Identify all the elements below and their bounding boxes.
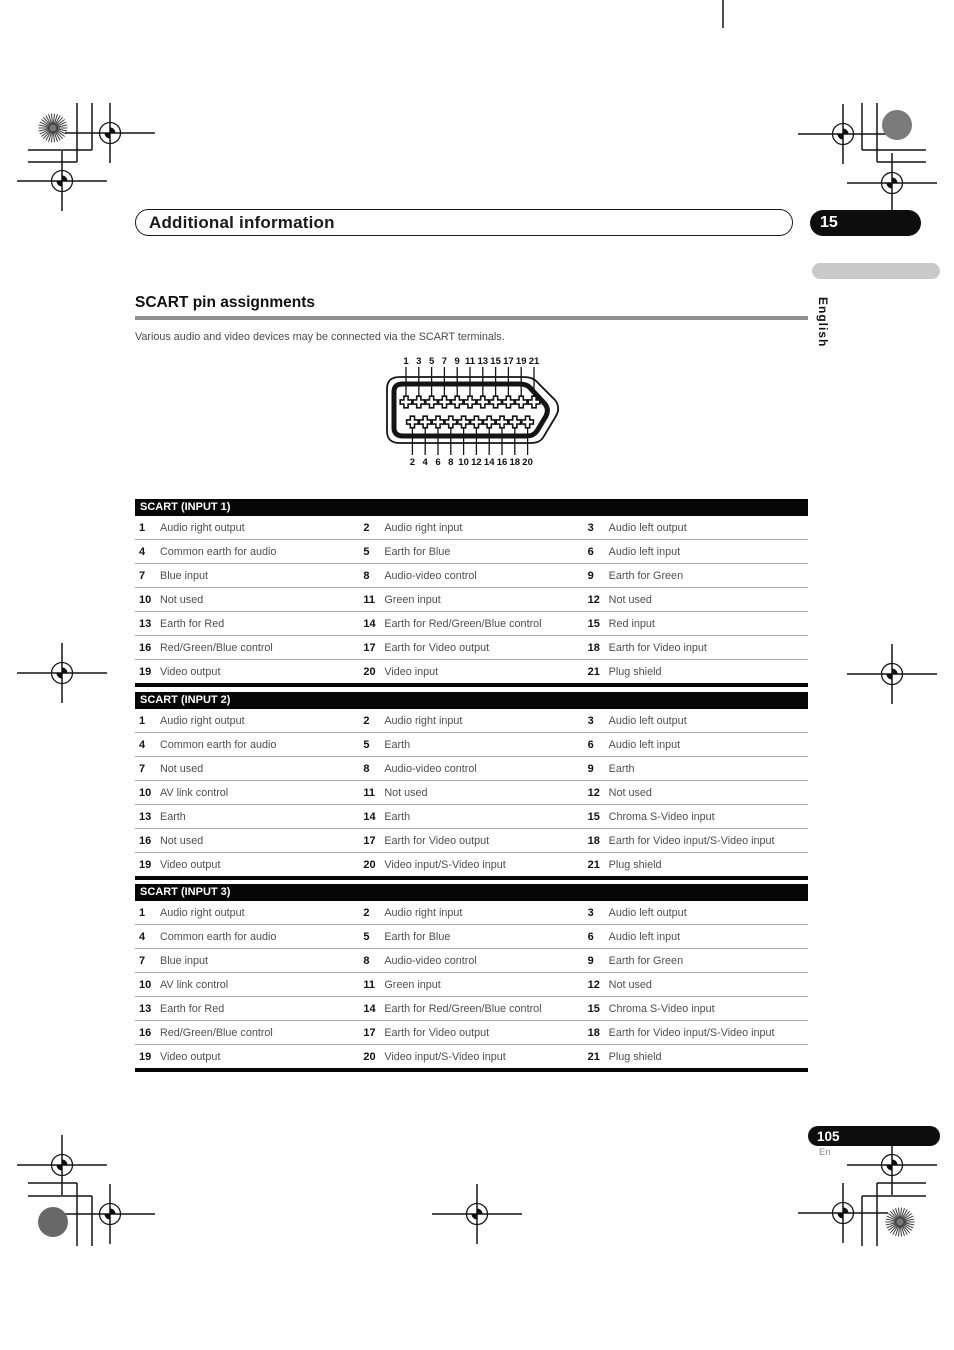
pin-cell xyxy=(359,853,583,876)
pin-number: 5 xyxy=(363,545,370,558)
pin-description: Not used xyxy=(608,593,652,606)
svg-text:21: 21 xyxy=(528,356,540,367)
registration-crosshair-mark xyxy=(17,643,107,703)
pin-cell xyxy=(359,973,583,996)
registration-crosshair-mark xyxy=(17,151,107,211)
pin-cell xyxy=(135,997,359,1020)
pin-number: 10 xyxy=(139,593,152,606)
pin-row xyxy=(135,997,808,1021)
registration-crosshair-mark xyxy=(65,103,155,163)
pin-number: 12 xyxy=(587,978,600,991)
pin-description: Video output xyxy=(160,665,221,678)
pin-number: 10 xyxy=(139,786,152,799)
svg-text:19: 19 xyxy=(515,356,527,367)
pin-cell xyxy=(359,829,583,852)
pin-cell xyxy=(584,516,808,539)
pin-cell xyxy=(584,1045,808,1068)
pin-cell xyxy=(359,781,583,804)
pin-cell xyxy=(584,853,808,876)
pin-cell xyxy=(584,901,808,924)
pin-cell xyxy=(135,636,359,659)
pin-description: Audio left input xyxy=(608,545,681,558)
pin-description: AV link control xyxy=(160,786,229,799)
pin-cell xyxy=(359,709,583,732)
pin-number: 6 xyxy=(587,930,594,943)
pinwheel-registration-mark xyxy=(886,1208,915,1237)
pin-row xyxy=(135,636,808,660)
pin-number: 17 xyxy=(363,1026,376,1039)
pin-cell xyxy=(584,781,808,804)
pin-description: Earth xyxy=(608,762,635,775)
pin-number: 2 xyxy=(363,714,370,727)
pin-number: 11 xyxy=(363,593,375,606)
pin-description: Red input xyxy=(608,617,655,630)
pin-description: Earth for Green xyxy=(608,569,684,582)
pin-cell xyxy=(135,949,359,972)
pin-description: Chroma S-Video input xyxy=(608,810,715,823)
pin-cell xyxy=(135,612,359,635)
halftone-dot-mark xyxy=(38,1207,68,1237)
pin-cell xyxy=(584,660,808,683)
registration-crosshair-mark xyxy=(847,644,937,704)
pin-description: Earth for Blue xyxy=(384,545,451,558)
pin-number: 15 xyxy=(587,1002,600,1015)
pin-number: 16 xyxy=(139,1026,152,1039)
pin-number: 18 xyxy=(587,641,600,654)
pin-cell xyxy=(135,564,359,587)
pin-number: 6 xyxy=(587,545,594,558)
svg-text:9: 9 xyxy=(454,356,460,367)
pin-number: 21 xyxy=(587,1050,600,1063)
pin-description: Audio left input xyxy=(608,738,681,751)
pin-cell xyxy=(584,564,808,587)
pin-description: Earth for Video input/S-Video input xyxy=(608,834,775,847)
pin-number: 16 xyxy=(139,834,152,847)
section-underline xyxy=(135,316,808,320)
pin-number: 2 xyxy=(363,906,370,919)
pin-number: 20 xyxy=(363,665,376,678)
pin-cell xyxy=(359,997,583,1020)
chapter-header xyxy=(135,209,793,236)
language-label: English xyxy=(816,297,830,348)
pin-cell xyxy=(584,588,808,611)
pin-table xyxy=(135,692,808,880)
pin-description: Audio left output xyxy=(608,521,687,534)
pin-row xyxy=(135,757,808,781)
pin-description: Earth for Video output xyxy=(384,641,490,654)
pin-row xyxy=(135,709,808,733)
pin-number: 20 xyxy=(363,858,376,871)
pin-row xyxy=(135,564,808,588)
pin-description: Earth for Green xyxy=(608,954,684,967)
registration-crosshair-mark xyxy=(847,153,937,213)
pin-cell xyxy=(584,636,808,659)
pin-number: 19 xyxy=(139,858,152,871)
pin-cell xyxy=(359,588,583,611)
table-title-bar: SCART (INPUT 2) xyxy=(135,692,808,709)
pin-row xyxy=(135,612,808,636)
pin-description: Blue input xyxy=(160,569,209,582)
pin-row xyxy=(135,805,808,829)
pin-number: 7 xyxy=(139,569,146,582)
pin-number: 9 xyxy=(587,569,594,582)
pin-row xyxy=(135,516,808,540)
pin-row xyxy=(135,925,808,949)
pin-cell xyxy=(135,660,359,683)
pin-description: Not used xyxy=(160,834,204,847)
pin-number: 14 xyxy=(363,810,376,823)
pin-number: 9 xyxy=(587,954,594,967)
pin-number: 13 xyxy=(139,1002,152,1015)
pin-description: Video output xyxy=(160,858,221,871)
pin-number: 17 xyxy=(363,834,376,847)
pin-description: Audio-video control xyxy=(384,762,477,775)
table-title-bar: SCART (INPUT 1) xyxy=(135,499,808,516)
pin-cell xyxy=(135,1021,359,1044)
pin-cell xyxy=(135,540,359,563)
pin-description: Earth for Video input xyxy=(608,641,707,654)
pin-description: Audio right output xyxy=(160,906,245,919)
pin-row xyxy=(135,901,808,925)
pin-cell xyxy=(584,540,808,563)
pin-row xyxy=(135,1021,808,1045)
pin-number: 15 xyxy=(587,810,600,823)
pin-cell xyxy=(359,564,583,587)
pin-row xyxy=(135,733,808,757)
pin-row xyxy=(135,1045,808,1068)
pin-cell xyxy=(584,757,808,780)
pin-number: 13 xyxy=(139,617,152,630)
pin-number: 15 xyxy=(587,617,600,630)
svg-text:15: 15 xyxy=(490,356,501,367)
pin-cell xyxy=(135,829,359,852)
section-title: SCART pin assignments xyxy=(135,294,315,311)
pin-cell xyxy=(359,949,583,972)
pin-cell xyxy=(584,612,808,635)
svg-text:18: 18 xyxy=(509,457,521,468)
pin-cell xyxy=(584,709,808,732)
svg-text:17: 17 xyxy=(503,356,514,367)
pin-number: 1 xyxy=(139,714,146,727)
pin-description: Earth xyxy=(384,810,411,823)
pin-cell xyxy=(584,925,808,948)
pin-description: Not used xyxy=(384,786,428,799)
pin-number: 20 xyxy=(363,1050,376,1063)
pin-number: 21 xyxy=(587,665,600,678)
pin-number: 19 xyxy=(139,1050,152,1063)
pin-table xyxy=(135,499,808,687)
registration-crosshair-mark xyxy=(798,104,888,164)
pin-number: 10 xyxy=(139,978,152,991)
scart-connector-ring xyxy=(394,384,547,436)
intro-text: Various audio and video devices may be connected via the SCART terminals. xyxy=(135,331,505,343)
pin-number: 4 xyxy=(139,738,146,751)
svg-text:2: 2 xyxy=(409,457,416,468)
pin-cell xyxy=(359,733,583,756)
pin-cell xyxy=(584,949,808,972)
pin-description: Video input/S-Video input xyxy=(384,1050,506,1063)
pin-number: 17 xyxy=(363,641,376,654)
pin-row xyxy=(135,949,808,973)
pin-cell xyxy=(359,516,583,539)
pin-description: Green input xyxy=(384,978,441,991)
pin-description: Earth for Video output xyxy=(384,1026,490,1039)
pin-number: 11 xyxy=(363,978,375,991)
registration-crosshair-mark xyxy=(798,1183,888,1243)
pin-cell xyxy=(359,805,583,828)
pin-cell xyxy=(135,925,359,948)
pin-number: 4 xyxy=(139,930,146,943)
pin-cell xyxy=(135,853,359,876)
pin-number: 6 xyxy=(587,738,594,751)
pin-cell xyxy=(135,901,359,924)
pin-description: Not used xyxy=(608,786,652,799)
pin-description: Green input xyxy=(384,593,441,606)
pin-number: 14 xyxy=(363,617,376,630)
pin-description: Red/Green/Blue control xyxy=(160,641,273,654)
pin-number: 12 xyxy=(587,786,600,799)
pin-description: Earth for Red xyxy=(160,617,225,630)
pin-cell xyxy=(359,925,583,948)
pin-description: Earth for Video input/S-Video input xyxy=(608,1026,775,1039)
pin-number: 12 xyxy=(587,593,600,606)
pin-cell xyxy=(135,588,359,611)
pin-cell xyxy=(584,829,808,852)
svg-text:12: 12 xyxy=(471,457,482,468)
pin-description: Plug shield xyxy=(608,665,662,678)
pin-description: Audio right input xyxy=(384,714,463,727)
pin-number: 19 xyxy=(139,665,152,678)
svg-text:7: 7 xyxy=(441,356,448,367)
scart-connector-diagram xyxy=(383,352,573,470)
pin-description: Video output xyxy=(160,1050,221,1063)
pin-number: 18 xyxy=(587,1026,600,1039)
svg-text:14: 14 xyxy=(483,457,495,468)
pin-number: 13 xyxy=(139,810,152,823)
pin-description: Plug shield xyxy=(608,858,662,871)
pin-number: 14 xyxy=(363,1002,376,1015)
pin-number: 21 xyxy=(587,858,600,871)
pin-description: Blue input xyxy=(160,954,209,967)
pinwheel-registration-mark xyxy=(39,114,68,143)
pin-row xyxy=(135,660,808,683)
pin-number: 16 xyxy=(139,641,152,654)
pin-row xyxy=(135,853,808,876)
svg-text:11: 11 xyxy=(464,356,476,367)
language-tab-pill xyxy=(812,263,940,279)
pin-description: Common earth for audio xyxy=(160,545,277,558)
pin-description: Audio left input xyxy=(608,930,681,943)
pin-number: 5 xyxy=(363,738,370,751)
pin-cell xyxy=(584,973,808,996)
pin-number: 11 xyxy=(363,786,375,799)
pin-cell xyxy=(359,636,583,659)
pin-description: Audio-video control xyxy=(384,569,477,582)
pin-table xyxy=(135,884,808,1072)
registration-crosshair-mark xyxy=(65,1184,155,1244)
pin-cell xyxy=(135,1045,359,1068)
pin-description: Audio right input xyxy=(384,906,463,919)
svg-text:8: 8 xyxy=(448,457,454,468)
pin-cell xyxy=(359,901,583,924)
pin-description: Audio right output xyxy=(160,521,245,534)
pin-cell xyxy=(359,1021,583,1044)
pin-description: Earth for Video output xyxy=(384,834,490,847)
pin-number: 7 xyxy=(139,954,146,967)
pin-number: 8 xyxy=(363,762,370,775)
page-number-badge xyxy=(808,1126,940,1146)
pin-row xyxy=(135,829,808,853)
pin-description: Not used xyxy=(160,593,204,606)
svg-text:20: 20 xyxy=(522,457,533,468)
halftone-dot-mark xyxy=(882,110,912,140)
pin-row xyxy=(135,973,808,997)
pin-cell xyxy=(359,540,583,563)
pin-description: Audio right output xyxy=(160,714,245,727)
pin-cell xyxy=(584,805,808,828)
pin-description: Earth for Red/Green/Blue control xyxy=(384,1002,542,1015)
registration-crosshair-mark xyxy=(17,1135,107,1195)
pin-description: Red/Green/Blue control xyxy=(160,1026,273,1039)
pin-cell xyxy=(359,660,583,683)
pin-number: 1 xyxy=(139,521,146,534)
pin-description: Chroma S-Video input xyxy=(608,1002,715,1015)
pin-description: Earth for Red/Green/Blue control xyxy=(384,617,542,630)
pin-cell xyxy=(135,781,359,804)
pin-cell xyxy=(584,1021,808,1044)
pin-cell xyxy=(584,997,808,1020)
pin-description: Earth for Red xyxy=(160,1002,225,1015)
pin-number: 8 xyxy=(363,954,370,967)
pin-row xyxy=(135,781,808,805)
pin-number: 1 xyxy=(139,906,146,919)
svg-text:6: 6 xyxy=(435,457,441,468)
pin-cell xyxy=(135,516,359,539)
pin-cell xyxy=(135,973,359,996)
pin-description: Audio left output xyxy=(608,714,687,727)
pin-description: Audio right input xyxy=(384,521,463,534)
svg-text:5: 5 xyxy=(428,356,435,367)
pin-row xyxy=(135,588,808,612)
pin-number: 7 xyxy=(139,762,146,775)
pin-cell xyxy=(135,757,359,780)
pin-description: AV link control xyxy=(160,978,229,991)
pin-description: Earth xyxy=(160,810,186,823)
table-title-bar: SCART (INPUT 3) xyxy=(135,884,808,901)
svg-text:13: 13 xyxy=(477,356,489,367)
svg-text:4: 4 xyxy=(422,457,428,468)
pin-cell xyxy=(135,709,359,732)
pin-description: Video input xyxy=(384,665,439,678)
page-number: 105 xyxy=(817,1128,840,1144)
pin-description: Plug shield xyxy=(608,1050,662,1063)
pin-description: Audio left output xyxy=(608,906,687,919)
pin-cell xyxy=(135,733,359,756)
svg-text:10: 10 xyxy=(458,457,469,468)
pin-description: Video input/S-Video input xyxy=(384,858,506,871)
pin-description: Not used xyxy=(160,762,204,775)
pin-number: 2 xyxy=(363,521,370,534)
svg-text:16: 16 xyxy=(496,457,508,468)
pin-description: Common earth for audio xyxy=(160,930,277,943)
pin-number: 8 xyxy=(363,569,370,582)
svg-text:3: 3 xyxy=(416,356,422,367)
page-language-code: En xyxy=(819,1147,831,1158)
pin-cell xyxy=(359,757,583,780)
svg-text:1: 1 xyxy=(403,356,409,367)
pin-description: Earth xyxy=(384,738,411,751)
pin-description: Common earth for audio xyxy=(160,738,277,751)
pin-number: 3 xyxy=(587,714,594,727)
chapter-number-badge xyxy=(810,210,921,236)
pin-cell xyxy=(135,805,359,828)
pin-number: 18 xyxy=(587,834,600,847)
registration-crosshair-mark xyxy=(432,1184,522,1244)
pin-number: 3 xyxy=(587,521,594,534)
pin-cell xyxy=(584,733,808,756)
pin-description: Earth for Blue xyxy=(384,930,451,943)
pin-number: 4 xyxy=(139,545,146,558)
pin-description: Not used xyxy=(608,978,652,991)
pin-cell xyxy=(359,612,583,635)
pin-row xyxy=(135,540,808,564)
pin-cell xyxy=(359,1045,583,1068)
chapter-number: 15 xyxy=(820,214,838,231)
pin-number: 5 xyxy=(363,930,370,943)
chapter-title: Additional information xyxy=(149,212,335,232)
pin-number: 3 xyxy=(587,906,594,919)
pin-description: Audio-video control xyxy=(384,954,477,967)
pin-number: 9 xyxy=(587,762,594,775)
